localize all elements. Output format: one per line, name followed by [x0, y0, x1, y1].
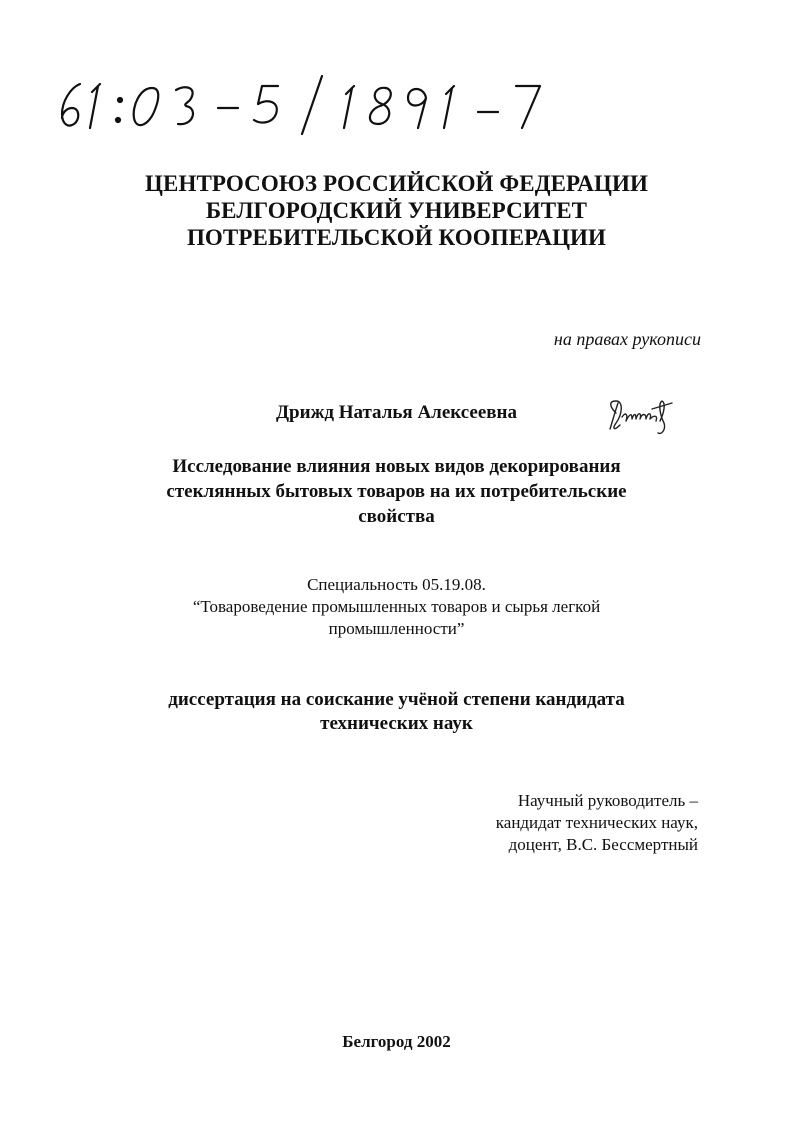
city-year: Белгород 2002 — [342, 1032, 451, 1051]
degree-line-2: технических наук — [320, 713, 473, 734]
specialty-info — [0, 574, 793, 640]
organization-header — [0, 170, 793, 251]
handwritten-archive-code — [40, 62, 560, 142]
specialty-line-3: промышленности” — [328, 619, 465, 638]
supervisor-line-1: Научный руководитель – — [517, 791, 698, 810]
organization-line-2: БЕЛГОРОДСКИЙ УНИВЕРСИТЕТ — [205, 198, 588, 223]
organization-line-3: ПОТРЕБИТЕЛЬСКОЙ КООПЕРАЦИИ — [186, 225, 607, 250]
degree-statement — [0, 688, 793, 736]
title-line-2: стеклянных бытовых товаров на их потребительские — [166, 481, 627, 502]
dissertation-title — [0, 454, 793, 529]
supervisor-info — [496, 790, 698, 856]
manuscript-note: на правах рукописи — [553, 329, 701, 349]
degree-line-1: диссертация на соискание учёной степени кандидата — [168, 689, 625, 710]
organization-line-1: ЦЕНТРОСОЮЗ РОССИЙСКОЙ ФЕДЕРАЦИИ — [145, 171, 648, 196]
supervisor-line-2: кандидат технических наук, — [495, 813, 698, 832]
supervisor-line-3: доцент, В.С. Бессмертный — [508, 835, 698, 854]
specialty-line-1: Специальность 05.19.08. — [307, 575, 486, 594]
title-line-3: свойства — [358, 506, 435, 527]
title-line-1: Исследование влияния новых видов декорирования — [172, 456, 621, 477]
author-name: Дрижд Наталья Алексеевна — [275, 402, 517, 423]
signature — [602, 393, 682, 439]
specialty-line-2: “Товароведение промышленных товаров и сырья легкой — [192, 597, 601, 616]
